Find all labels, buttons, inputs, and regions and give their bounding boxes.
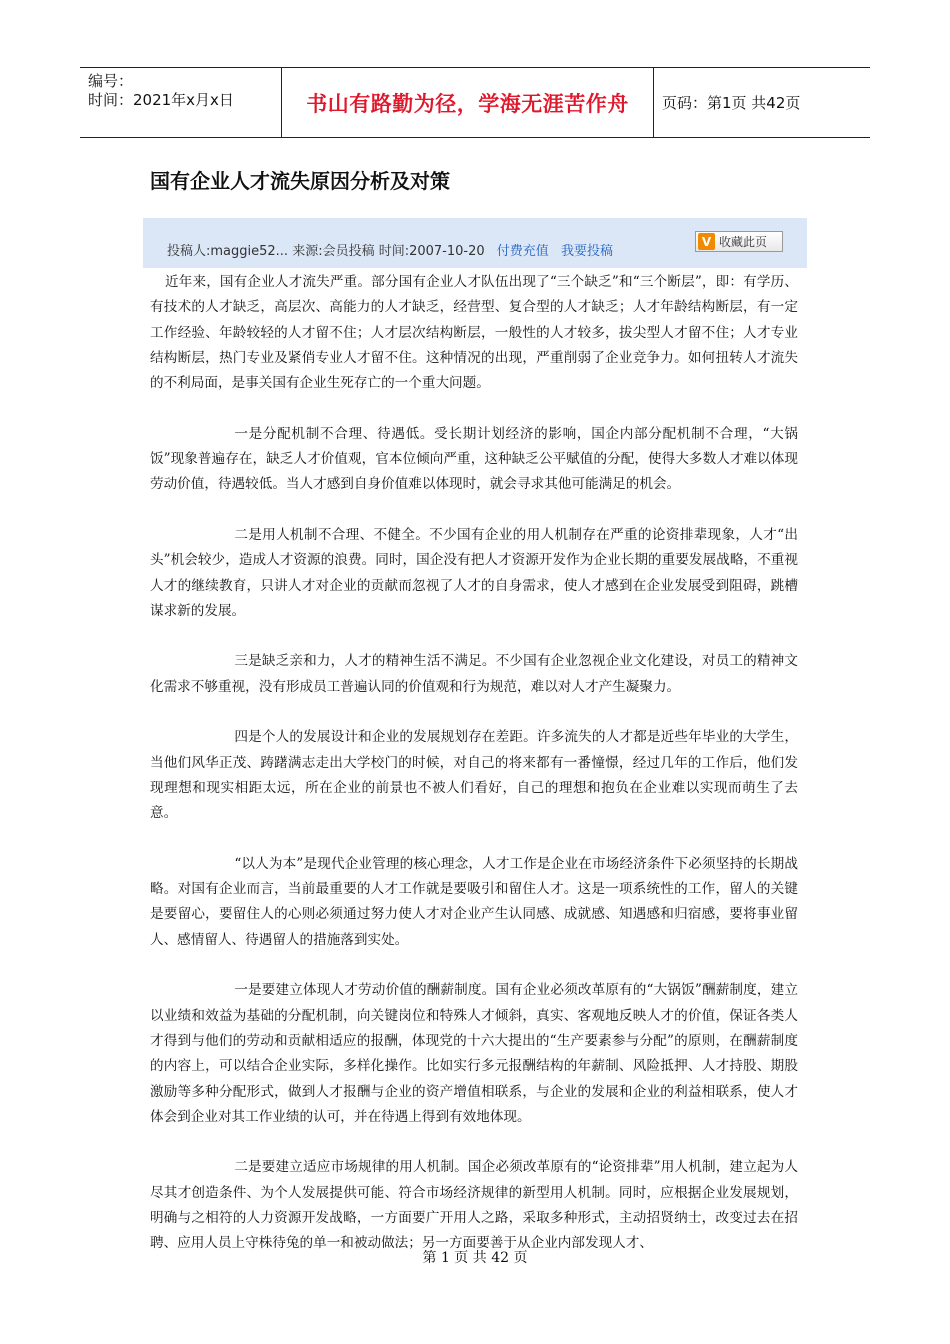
article-title: 国有企业人才流失原因分析及对策 (150, 169, 450, 193)
paragraph: 四是个人的发展设计和企业的发展规划存在差距。许多流失的人才都是近些年毕业的大学生，当他们风华正茂、踌躇满志走出大学校门的时候，对自己的将来都有一番憧憬，经过几年的工作后，他们发现理想和现实相距太远，所在企业的前景也不被人们看好，自己的理想和抱负在企业难以实现而萌生了去意。 (150, 729, 798, 822)
recharge-link[interactable]: 付费充值 (496, 244, 549, 259)
meta-text (167, 240, 613, 259)
page-footer: 第 1 页 共 42 页 (422, 1250, 528, 1266)
paragraph: 二是用人机制不合理、不健全。不少国有企业的用人机制存在严重的论资排辈现象，人才“出头”机会较少，造成人才资源的浪费。同时，国企没有把人才资源开发作为企业长期的重要发展战略，不重视人才的继续教育，只讲人才对企业的贡献而忽视了人才的自身需求，使人才感到在企业发展受到阻碍，跳槽谋求新的发展。 (150, 526, 798, 619)
paragraph: 三是缺乏亲和力，人才的精神生活不满足。不少国有企业忽视企业文化建设，对员工的精神文化需求不够重视，没有形成员工普遍认同的价值观和行为规范，难以对人才产生凝聚力。 (150, 653, 798, 695)
page-info: 页码：第1页 共42页 (662, 94, 801, 112)
bookmark-button[interactable] (695, 231, 783, 252)
paragraph: 一是分配机制不合理、待遇低。受长期计划经济的影响，国企内部分配机制不合理，“大锅饭”现象普遍存在，缺乏人才价值观，官本位倾向严重，这种缺乏公平赋值的分配，使得大多数人才难以体现劳动价值，待遇较低。当人才感到自身价值难以体现时，就会寻求其他可能满足的机会。 (150, 425, 798, 493)
paragraph: 一是要建立体现人才劳动价值的酬薪制度。国有企业必须改革原有的“大锅饭”酬薪制度，建立以业绩和效益为基础的分配机制，向关键岗位和特殊人才倾斜，真实、客观地反映人才的价值，保证各类人才得到与他们的劳动和贡献相适应的报酬，体现党的十六大提出的“生产要素参与分配”的原则，在酬薪制度的内容上，可以结合企业实际，多样化操作。比如实行多元报酬结构的年薪制、风险抵押、人才持股、期股激励等多种分配形式，做到人才报酬与企业的资产增值相联系，与企业的发展和企业的利益相联系，使人才体会到企业对其工作业绩的认可，并在待遇上得到有效地体现。 (150, 982, 798, 1125)
meta-bar (143, 218, 807, 268)
paragraph: “以人为本”是现代企业管理的核心理念，人才工作是企业在市场经济条件下必须坚持的长期战略。对国有企业而言，当前最重要的人才工作就是要吸引和留住人才。这是一项系统性的工作，留人的关键是要留心，要留住人的心则必须通过努力使人才对企业产生认同感、成就感、知遇感和归宿感，要将事业留人、感情留人、待遇留人的措施落到实处。 (150, 855, 798, 948)
meta-info: 投稿人:maggie52... 来源:会员投稿 时间:2007-10-20 (167, 244, 485, 259)
submit-link[interactable]: 我要投稿 (560, 244, 613, 259)
bookmark-icon: V (698, 233, 715, 250)
motto: 书山有路勤为径，学海无涯苦作舟 (282, 68, 654, 137)
paragraph: 二是要建立适应市场规律的用人机制。国企必须改革原有的“论资排辈”用人机制，建立起为人尽其才创造条件、为个人发展提供可能、符合市场经济规律的新型用人机制。同时，应根据企业发展规划，明确与之相符的人力资源开发战略，一方面要广开用人之路，采取多种形式，主动招贤纳士，改变过去在招聘、应用人员上守株待兔的单一和被动做法；另一方面要善于从企业内部发现人才、 (150, 1159, 798, 1252)
header-left-cell (80, 68, 282, 137)
number-label: 编号： (88, 72, 134, 90)
header-table (80, 67, 870, 138)
paragraph: 近年来，国有企业人才流失严重。部分国有企业人才队伍出现了“三个缺乏”和“三个断层”，即：有学历、有技术的人才缺乏，高层次、高能力的人才缺乏，经营型、复合型的人才缺乏；人才年龄结构断层，有一定工作经验、年龄较轻的人才留不住；人才层次结构断层，一般性的人才较多，拔尖型人才留不住；人才专业结构断层，热门专业及紧俏专业人才留不住。这种情况的出现，严重削弱了企业竞争力。如何扭转人才流失的不利局面，是事关国有企业生死存亡的一个重大问题。 (150, 274, 798, 392)
bookmark-label: 收藏此页 (719, 235, 768, 249)
article-body (150, 270, 798, 1282)
time-line: 时间：2021年x月x日 (88, 91, 234, 109)
